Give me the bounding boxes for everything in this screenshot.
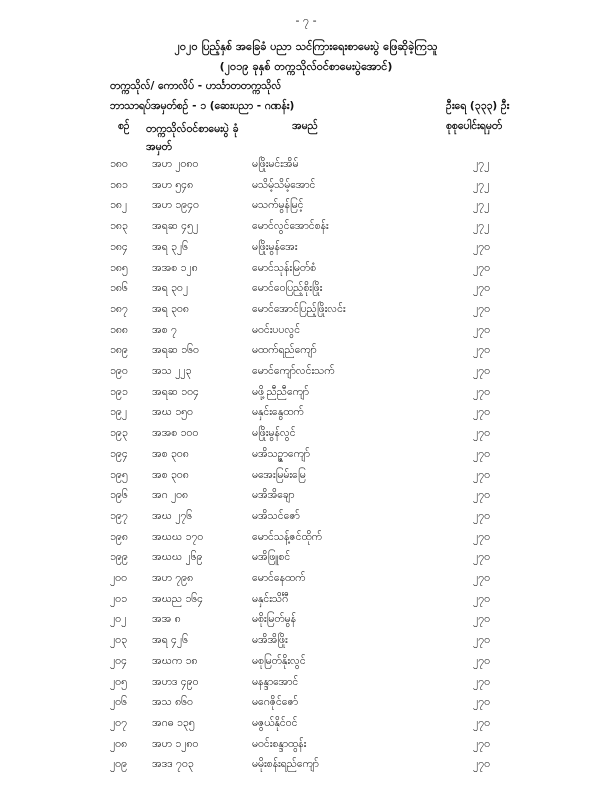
total-score: ၂၇၀	[473, 489, 490, 502]
row-number: ၁၉၉	[110, 551, 128, 564]
total-score: ၂၇၀	[473, 323, 490, 336]
student-name: မအိဖြူစင်	[252, 551, 291, 564]
student-name: မအိသင်ဇော်	[252, 509, 300, 522]
row-number: ၁၈၆	[110, 282, 128, 295]
student-name: မဂေဇိုင်ဇော်	[252, 696, 299, 709]
document-title: ၂၀၂၀ ပြည့်နှစ် အခြေခံ ပညာ သင်ကြားရေးစာမေးပွဲ ဖြေဆိုခဲ့ကြသူ	[174, 40, 438, 53]
total-score: ၂၇၂	[473, 199, 490, 212]
row-number: ၂၀၉	[110, 758, 127, 771]
student-name: မသက်မွန်မြင့်	[252, 199, 304, 212]
row-number: ၂၀၁	[110, 592, 127, 605]
row-number: ၁၈၇	[110, 302, 128, 315]
roll-number: အအစ ၁၂၈	[152, 261, 198, 274]
total-score: ၂၇၀	[473, 634, 490, 647]
col-header-no: စဉ်	[118, 120, 130, 132]
table-row	[0, 158, 612, 180]
student-name: မောင်အောင်ပြည့်ဖြိုးလင်း	[252, 302, 346, 315]
roll-number: အရဆ ၁၆၀	[152, 344, 199, 357]
student-name: မောင်လွင်အောင်စန်း	[252, 220, 329, 233]
student-name: မနန္ဒာအောင်	[252, 675, 299, 688]
table-row	[0, 738, 612, 760]
student-name: မမိုးစန်းရည်ကျော်	[252, 758, 319, 771]
student-name: မဖို့ညီညီကျော်	[252, 385, 309, 398]
table-row	[0, 551, 612, 573]
table-row	[0, 179, 612, 201]
total-score: ၂၇၀	[473, 261, 490, 274]
roll-number: အရဆ ၁၀၄	[152, 385, 199, 398]
total-score: ၂၇၀	[473, 758, 490, 771]
row-number: ၁၉၆	[110, 489, 128, 502]
row-number: ၁၈၈	[110, 323, 128, 336]
col-header-roll: တက္ကသိုလ်ဝင်စာမေးပွဲ ခုံအမှတ်	[146, 123, 239, 153]
table-row	[0, 510, 612, 532]
total-score: ၂၇၀	[473, 302, 490, 315]
row-number: ၁၉၈	[110, 530, 128, 543]
row-number: ၁၉၁	[110, 385, 128, 398]
roll-number: အဟ ၁၉၄၀	[152, 199, 199, 212]
table-row	[0, 717, 612, 739]
row-number: ၁၈၉	[110, 344, 128, 357]
roll-number: အရ ၃၀၈	[152, 302, 189, 315]
roll-number: အဟ ၅၄၈	[152, 178, 194, 191]
table-row	[0, 282, 612, 304]
total-score: ၂၇၂	[473, 178, 490, 191]
student-name: မဇွယ်နိုင်ဝင်	[252, 716, 298, 729]
student-name: မနှင်းသိင်္ဂီ	[252, 592, 289, 605]
total-score: ၂၇၀	[473, 406, 490, 419]
table-row	[0, 676, 612, 698]
table-row	[0, 572, 612, 594]
student-name: မစိုးမြတ်မွန်	[252, 613, 296, 626]
table-row	[0, 220, 612, 242]
roll-number: အစ ၇	[152, 323, 177, 336]
table-row	[0, 241, 612, 263]
row-number: ၁၈၅	[110, 261, 128, 274]
row-number: ၂၀၃	[110, 634, 127, 647]
row-number: ၂၀၅	[110, 675, 127, 688]
total-score: ၂၇၀	[473, 737, 490, 750]
roll-number: အဃဃ ၁၇၀	[152, 530, 204, 543]
row-number: ၂၀၄	[110, 654, 127, 667]
row-number: ၁၉၀	[110, 365, 128, 377]
total-score: ၂၇၀	[473, 613, 490, 626]
total-score: ၂၇၂	[473, 158, 490, 170]
student-name: မအိအိချော	[252, 489, 295, 502]
roll-number: အဃ ၂၇၆	[152, 509, 193, 522]
student-name: မဖြိုးမင်းအိမ်	[252, 158, 299, 170]
total-score: ၂၇၂	[473, 220, 490, 233]
student-name: မဝင်းစန္ဒာထွန်း	[252, 737, 307, 750]
total-score: ၂၇၀	[473, 675, 490, 688]
roll-number: အဂဓ ၁၃၅	[152, 716, 195, 729]
row-number: ၁၈၀	[110, 158, 128, 170]
row-number: ၁၈၂	[110, 199, 128, 212]
table-row	[0, 303, 612, 325]
table-row	[0, 365, 612, 387]
total-score: ၂၇၀	[473, 240, 490, 253]
row-number: ၂၀၀	[110, 572, 127, 584]
table-row	[0, 489, 612, 511]
table-row	[0, 324, 612, 346]
row-number: ၂၀၆	[110, 696, 127, 709]
total-score: ၂၇၀	[473, 572, 490, 584]
row-number: ၂၀၇	[110, 716, 127, 729]
student-name: မအိအိဖြိုး	[252, 634, 288, 647]
table-row	[0, 531, 612, 553]
row-number: ၁၉၄	[110, 447, 128, 460]
total-score: ၂၇၀	[473, 696, 490, 709]
student-name: မအေးမြမ်းမြေ	[252, 468, 306, 481]
student-name: မဖြိုးမွန်အေး	[252, 240, 298, 253]
table-row	[0, 386, 612, 408]
roll-number: အရ ၃၂၆	[152, 240, 188, 253]
row-number: ၁၉၂	[110, 406, 127, 419]
page-number: - ၇ -	[295, 14, 317, 27]
total-score: ၂၇၀	[473, 447, 490, 460]
roll-number: အရ ၄၂၆	[152, 634, 188, 647]
row-number: ၂၀၈	[110, 737, 128, 750]
document-subtitle: (၂၀၁၉ ခုနှစ် တက္ကသိုလ်ဝင်စာမေးပွဲအောင်)	[219, 60, 393, 73]
row-number: ၁၈၄	[110, 240, 128, 253]
student-name: မောင်ကျော်လင်းသက်	[252, 365, 335, 377]
student-name: မနှင်းနွေထက်	[252, 406, 304, 419]
roll-number: အဟ ၂၀၈၀	[152, 158, 199, 170]
table-row	[0, 406, 612, 428]
student-name: မထက်ရည်ကျော်	[252, 344, 317, 357]
table-row	[0, 696, 612, 718]
student-name: မစုမြတ်နိုးလွင်	[252, 654, 306, 667]
university-line: တက္ကသိုလ်/ ကောလိပ် - ဟင်္သာတတက္ကသိုလ်	[110, 80, 282, 92]
row-number: ၁၉၅	[110, 468, 128, 481]
table-row	[0, 634, 612, 656]
roll-number: အဃက ၁၈	[152, 654, 198, 667]
row-number: ၁၉၇	[110, 509, 128, 522]
total-score: ၂၇၀	[473, 592, 490, 605]
total-score: ၂၇၀	[473, 468, 490, 481]
subject-line: ဘာသာရပ်အမှတ်စဉ် - ၁ (ဆေးပညာ - ဂဏန်း)	[110, 100, 295, 112]
table-row	[0, 199, 612, 221]
total-score: ၂၇၀	[473, 282, 490, 295]
table-row	[0, 655, 612, 677]
roll-number: အဟဒ ၄၉၀	[152, 675, 199, 688]
total-score: ၂၇၀	[473, 716, 490, 729]
table-row	[0, 593, 612, 615]
student-name: မအိသဉ္ဇာကျော်	[252, 447, 310, 460]
count-header: ဦးရေ (၃၃၃) ဦး	[446, 100, 510, 112]
student-name: မဝင်းပပလွင်	[252, 323, 301, 336]
student-name: မောင်နေထက်	[252, 572, 306, 584]
table-row	[0, 613, 612, 635]
student-name: မသိမ့်သိမ့်အောင်	[252, 178, 316, 191]
roll-number: အဟ ၁၂၈၀	[152, 737, 199, 750]
table-row	[0, 344, 612, 366]
row-number: ၁၈၃	[110, 220, 128, 233]
student-name: မဖြိုးမွန်လွင်	[252, 427, 296, 440]
total-score: ၂၇၀	[473, 427, 490, 440]
roll-number: အသ ၈၆၀	[152, 696, 193, 709]
table-row	[0, 469, 612, 491]
roll-number: အစ ၃၀၈	[152, 468, 189, 481]
table-row	[0, 427, 612, 449]
total-score: ၂၇၀	[473, 509, 490, 522]
student-name: မောင်ဝေပြည့်စိုးဖြိုး	[252, 282, 323, 295]
row-number: ၁၈၁	[110, 178, 128, 191]
student-name: မောင်သန့်ဇင်ထိုက်	[252, 530, 322, 543]
student-name: မောင်သုန်းမြတ်စံ	[252, 261, 316, 274]
table-row	[0, 758, 612, 780]
roll-number: အသ ၂၂၃	[152, 365, 192, 377]
roll-number: အဃဃ ၂၆၉	[152, 551, 203, 564]
roll-number: အရ ၃၀၂	[152, 282, 188, 295]
col-header-name: အမည်	[292, 120, 318, 132]
table-row	[0, 448, 612, 470]
roll-number: အရဆ ၄၅၂	[152, 220, 199, 233]
roll-number: အဃ ၁၅၀	[152, 406, 193, 419]
total-score: ၂၇၀	[473, 365, 490, 377]
total-score: ၂၇၀	[473, 385, 490, 398]
roll-number: အဂ ၂၀၈	[152, 489, 189, 502]
row-number: ၂၀၂	[110, 613, 127, 626]
roll-number: အဃည ၁၆၄	[152, 592, 204, 605]
roll-number: အအ ၈	[152, 613, 181, 626]
roll-number: အအစ ၁၀၀	[152, 427, 199, 440]
total-score: ၂၇၀	[473, 654, 490, 667]
total-score: ၂၇၀	[473, 530, 490, 543]
total-score: ၂၇၀	[473, 344, 490, 357]
roll-number: အဒဒ ၇၀၃	[152, 758, 194, 771]
total-score: ၂၇၀	[473, 551, 490, 564]
row-number: ၁၉၃	[110, 427, 128, 440]
roll-number: အစ ၃၀၈	[152, 447, 189, 460]
col-header-score: စုစုပေါင်းရမှတ်	[446, 120, 503, 132]
roll-number: အဟ ၇၉၈	[152, 572, 194, 584]
table-row	[0, 262, 612, 284]
